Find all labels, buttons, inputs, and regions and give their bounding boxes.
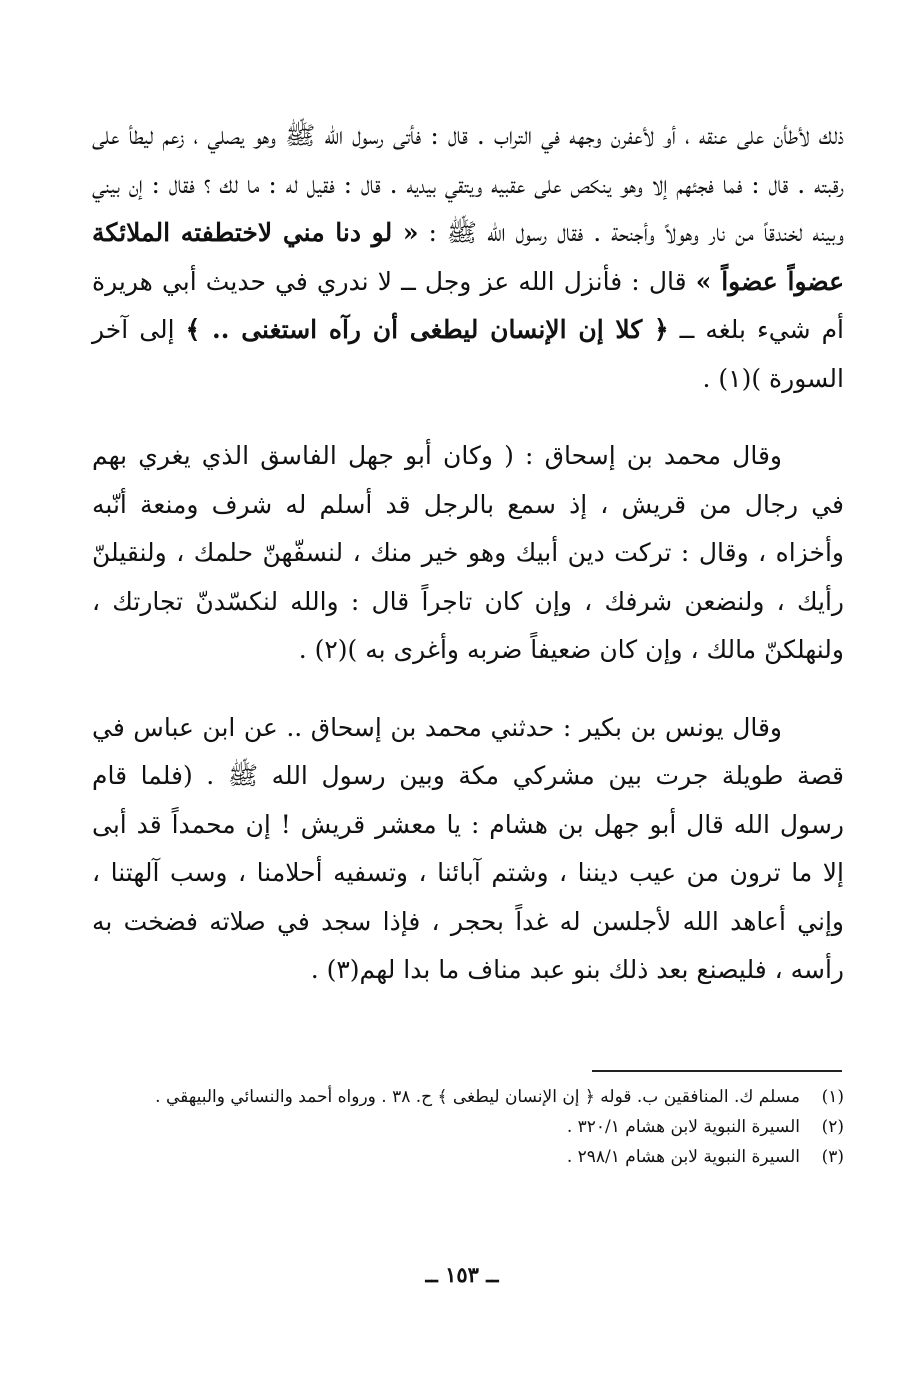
- page-number: ــ ١٥٣ ــ: [425, 1262, 499, 1287]
- footnote-2: [92, 1112, 844, 1142]
- paragraph-1: [92, 112, 844, 403]
- hadith-quote: « لو دنا مني لاختطفته الملائكة عضواً عضواً »: [92, 218, 844, 296]
- paragraph-1-text: ذلك لأطأن على عنقه ، أو لأعفرن وجهه في التراب . قال : فأتى رسول الله ﷺ وهو يصلي ، زعم ليطأ على رقبته . قال : فما فجئهم إلا وهو ينكص على عقبيه ويتقي بيديه . قال : فقيل له : ما لك ؟ فقال : إن بيني وبينه لخندقاً من نار وهولاً وأجنحة . فقال رسول الله ﷺ :: [92, 121, 844, 247]
- quran-verse: ﴿ كلا إن الإنسان ليطغى أن رآه استغنى .. ﴾: [185, 315, 669, 344]
- footnote-number: (٣): [821, 1147, 844, 1167]
- footnote-text: السيرة النبوية لابن هشام ٢٩٨/١ .: [566, 1147, 800, 1167]
- paragraph-3: [92, 704, 844, 995]
- paragraph-2: [92, 432, 844, 675]
- footnotes: [92, 1082, 844, 1172]
- paragraph-1-text-end: إلى آخر السورة )(١) .: [92, 315, 844, 393]
- footnote-1: [92, 1082, 844, 1112]
- paragraph-3-text: وقال يونس بن بكير : حدثني محمد بن إسحاق .. عن ابن عباس في قصة طويلة جرت بين مشركي مكة وبين رسول الله ﷺ . (فلما قام رسول الله قال أبو جهل بن هشام : يا معشر قريش ! إن محمداً قد أبى إلا ما ترون من عيب ديننا ، وشتم آبائنا ، وتسفيه أحلامنا ، وسب آلهتنا ، وإني أعاهد الله لأجلسن له غداً بحجر ، فإذا سجد في صلاته فضخت به رأسه ، فليصنع بعد ذلك بنو عبد مناف ما بدا لهم(٣) .: [92, 712, 844, 984]
- paragraph-2-text: وقال محمد بن إسحاق : ( وكان أبو جهل الفاسق الذي يغري بهم في رجال من قريش ، إذ سمع بالرجل قد أسلم له شرف ومنعة أنّبه وأخزاه ، وقال : تركت دين أبيك وهو خير منك ، لنسفّهنّ حلمك ، ولنقيلنّ رأيك ، ولنضعن شرفك ، وإن كان تاجراً قال : والله لنكسّدنّ تجارتك ، ولنهلكنّ مالك ، وإن كان ضعيفاً ضربه وأغرى به )(٢) .: [92, 441, 844, 664]
- footnote-number: (٢): [821, 1117, 844, 1137]
- footnote-number: (١): [821, 1087, 844, 1107]
- footnote-3: [92, 1142, 844, 1172]
- footnote-text: مسلم ك. المنافقين ب. قوله ﴿ إن الإنسان ليطغى ﴾ ح. ٣٨ . ورواه أحمد والنسائي والبيهقي .: [155, 1087, 800, 1107]
- body-text: [92, 112, 844, 995]
- footnote-text: السيرة النبوية لابن هشام ٣٢٠/١ .: [566, 1117, 800, 1137]
- paragraph-1-text-cont: قال : فأنزل الله عز وجل ــ لا ندري في حديث أبي هريرة أم شيء بلغه ــ: [92, 266, 845, 344]
- footnote-divider: [592, 1070, 842, 1072]
